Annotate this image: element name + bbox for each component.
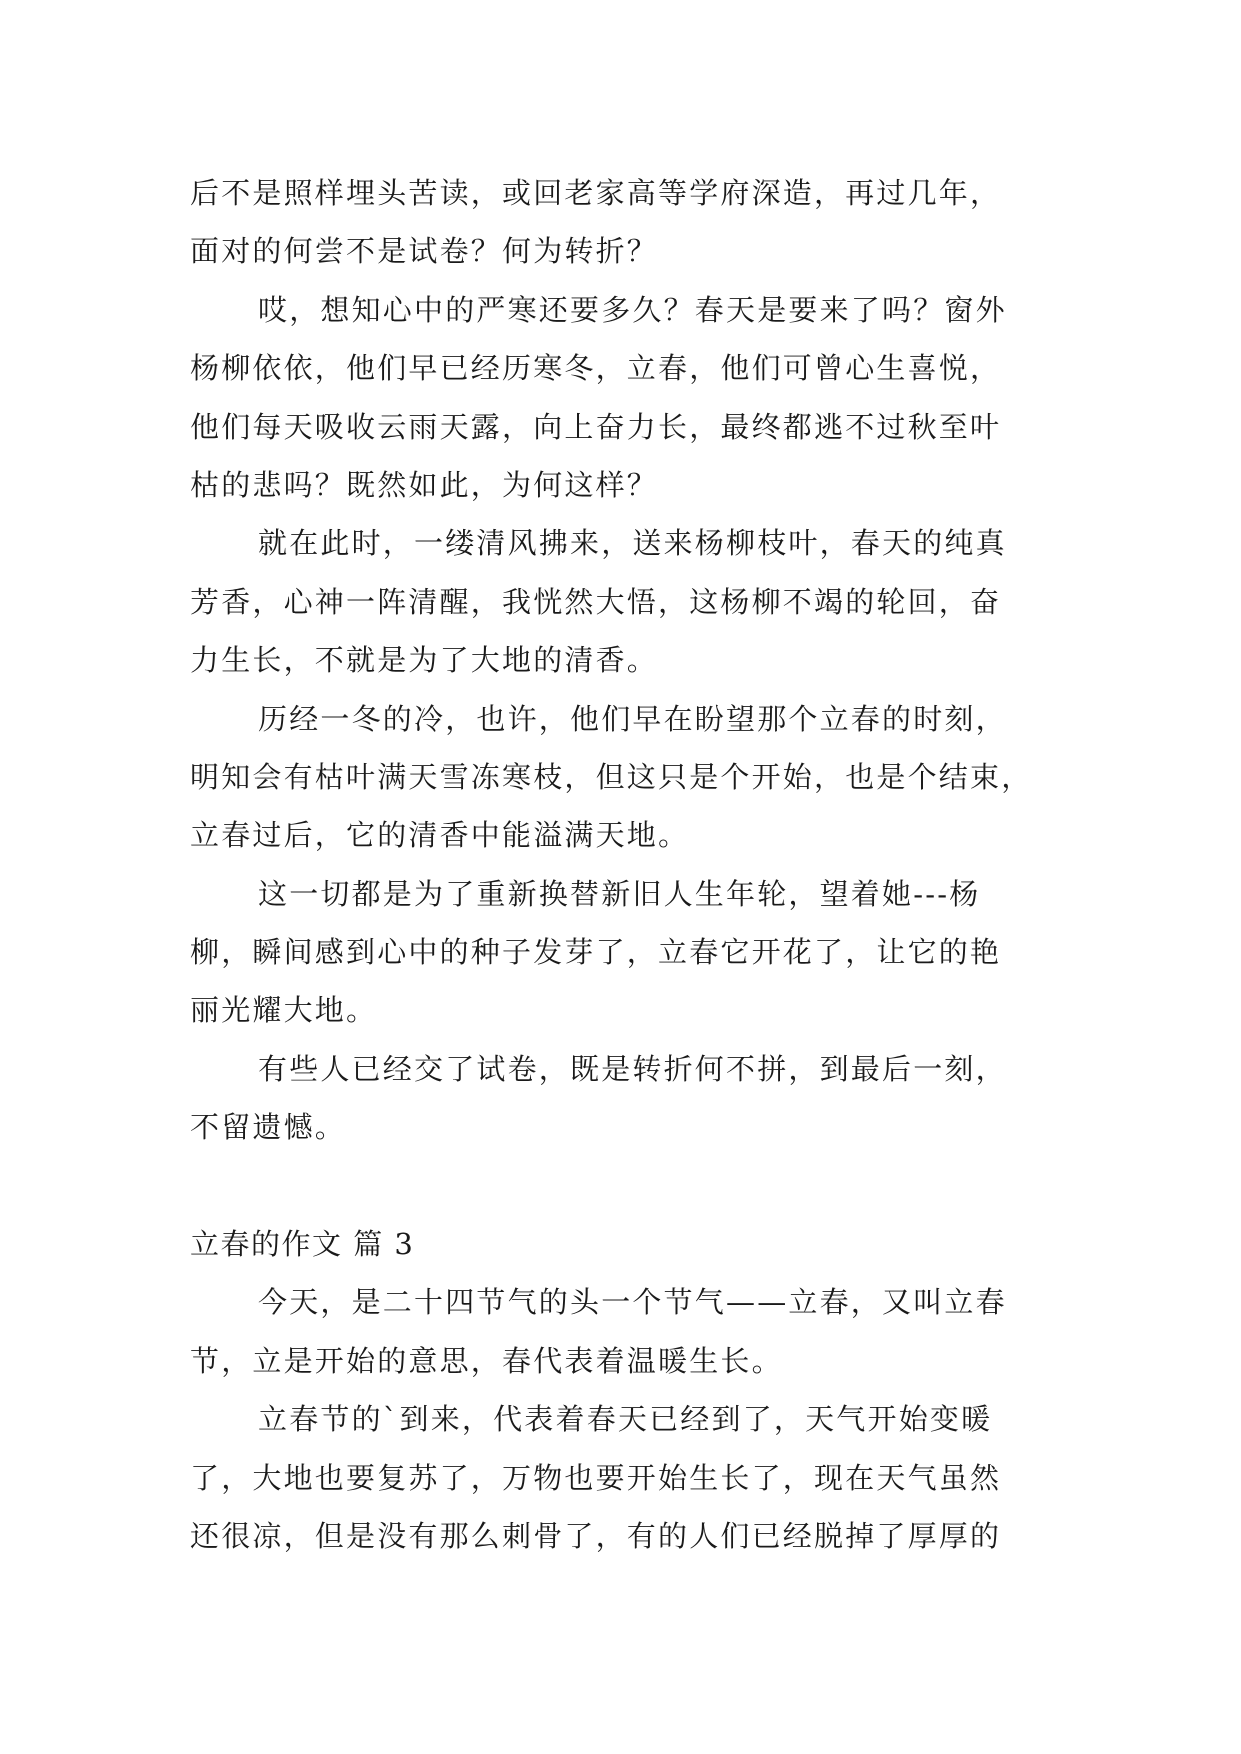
document-page [190,164,1070,1565]
text-line: 立春节的`到来，代表着春天已经到了，天气开始变暖 [258,1402,993,1437]
text-line: 面对的何尝不是试卷？何为转折？ [190,234,659,269]
paragraph [190,1273,1070,1390]
paragraph [190,1390,1070,1565]
text-line: 不留遗憾。 [190,1110,347,1145]
text-line: 丽光耀大地。 [190,993,378,1028]
text-line: 就在此时，一缕清风拂来，送来杨柳枝叶，春天的纯真 [258,526,1007,561]
section-spacer [190,1157,1070,1215]
text-line: 力生长，不就是为了大地的清香。 [190,643,659,678]
text-line: 杨柳依依，他们早已经历寒冬，立春，他们可曾心生喜悦， [190,351,1002,386]
text-line: 立春过后，它的清香中能溢满天地。 [190,818,690,853]
text-line: 哎，想知心中的严寒还要多久？春天是要来了吗？窗外 [258,292,1007,327]
text-line: 还很凉，但是没有那么刺骨了，有的人们已经脱掉了厚厚的 [190,1518,1002,1553]
text-line: 他们每天吸收云雨天露，向上奋力长，最终都逃不过秋至叶 [190,409,1002,444]
text-line: 明知会有枯叶满天雪冻寒枝，但这只是个开始，也是个结束， [190,759,1033,794]
text-line: 枯的悲吗？既然如此，为何这样？ [190,467,659,502]
text-line: 柳，瞬间感到心中的种子发芽了，立春它开花了，让它的艳 [190,935,1002,970]
paragraph [190,514,1070,689]
text-line: 节，立是开始的意思，春代表着温暖生长。 [190,1343,783,1378]
paragraph [190,1040,1070,1157]
paragraph [190,690,1070,865]
paragraph [190,865,1070,1040]
paragraph [190,281,1070,515]
essay-section-3 [190,1273,1070,1565]
text-line: 有些人已经交了试卷，既是转折何不拼，到最后一刻， [258,1051,1007,1086]
essay-continuation [190,164,1070,1157]
section-title: 立春的作文 篇 3 [190,1227,415,1262]
paragraph [190,164,1070,281]
text-line: 今天，是二十四节气的头一个节气——立春，又叫立春 [258,1285,1007,1320]
text-line: 了，大地也要复苏了，万物也要开始生长了，现在天气虽然 [190,1460,1002,1495]
text-line: 这一切都是为了重新换替新旧人生年轮，望着她---杨 [258,876,981,911]
text-line: 历经一冬的冷，也许，他们早在盼望那个立春的时刻， [258,701,1007,736]
text-line: 芳香，心神一阵清醒，我恍然大悟，这杨柳不竭的轮回，奋 [190,584,1002,619]
text-line: 后不是照样埋头苦读，或回老家高等学府深造，再过几年， [190,176,1002,210]
